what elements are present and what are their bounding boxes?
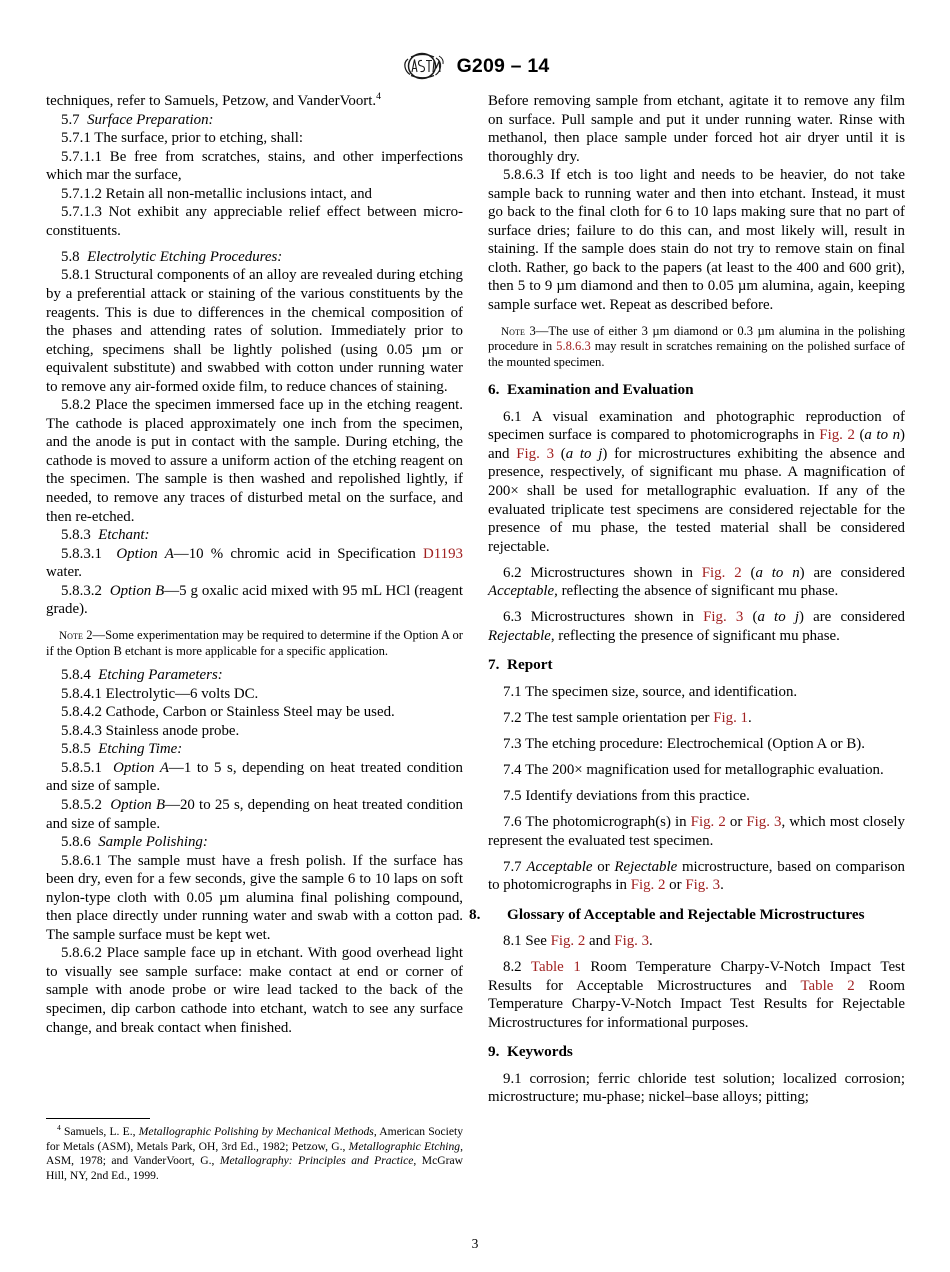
- clause-5-8-3-title: Etchant:: [98, 527, 150, 544]
- footnote-4-text-a: Samuels, L. E.,: [60, 1125, 139, 1138]
- link-table-1[interactable]: Table 1: [530, 959, 581, 976]
- section-heading-6: [488, 381, 905, 400]
- clause-5-8-5: [46, 740, 463, 759]
- section-8-title: Glossary of Acceptable and Rejectable Microstructures: [507, 905, 865, 923]
- link-fig-3-e[interactable]: Fig. 3: [614, 933, 650, 949]
- clause-6-1-text-a: 6.1 A visual examination and photographic reproduction of specimen surface is compared to photomicrographs in: [488, 408, 905, 444]
- clause-7-7-acceptable: Acceptable: [526, 858, 593, 875]
- clause-5-8: [46, 248, 463, 267]
- clause-7-7-rejectable: Rejectable: [614, 858, 678, 875]
- clause-6-1-text-c: ) and: [488, 427, 905, 462]
- clause-5-7-1-1: 5.7.1.1 Be free from scratches, stains, and other imperfections which mar the surface,: [46, 148, 463, 184]
- clause-7-2-text-b: .: [747, 709, 752, 726]
- clause-7-7-text-d: or: [665, 877, 686, 894]
- paragraph-before-removing: Before removing sample from etchant, agitate it to remove any film on surface. Pull sample and put it under running water. Rinse with methanol, then place sample under forced hot air dryer until it is thoroughly dry.: [488, 93, 905, 165]
- link-fig-3-a[interactable]: Fig. 3: [516, 445, 555, 462]
- clause-7-7-number: 7.7: [503, 858, 527, 875]
- clause-7-7-text-c: microstructure, based on comparison to photomicrographs in: [488, 858, 905, 894]
- clause-5-8-6-1: 5.8.6.1 The sample must have a fresh polish. If the surface has been dry, even for a few seconds, give the sample 6 to 10 laps on soft nylon-type cloth with 0.05 µm alumina final polishing compound, then place directly under running water and swab with a cotton pad. The sample surface must be kept wet.: [46, 852, 463, 943]
- clause-6-3: [488, 608, 905, 645]
- footnote-4-text-d: , McGraw Hill, NY, 2nd Ed., 1999.: [46, 1154, 463, 1182]
- document-designation: G209 – 14: [456, 54, 550, 77]
- clause-6-2-text-a: 6.2 Microstructures shown in: [503, 564, 702, 581]
- page-header: [0, 0, 950, 86]
- clause-6-1-text-b: (: [854, 427, 865, 444]
- footnote-area: [46, 1118, 463, 1183]
- section-7-number: 7.: [488, 656, 500, 674]
- paragraph-techniques: [46, 92, 463, 111]
- clause-5-8-6-3: 5.8.6.3 If etch is too light and needs to be heavier, do not take sample back to running water and then into etchant. Instead, it must go back to the final cloth for 6 to 10 laps making sure that no part of surface dries; failure to do this can, and most likely will, result in staining. If the sample does stain do not try to remove stain on final cloth. Rather, go back to the papers (at least to the 400 and 600 grit), then 5 to 9 µm diamond and then to 0.05 µm alumina, again, keeping sample surface wet. Repeat as described before.: [488, 167, 905, 314]
- clause-5-8-6-title: Sample Polishing:: [98, 834, 208, 851]
- clause-5-8-5-1-text: —1 to 5 s, depending on heat treated condition and size of sample.: [46, 759, 463, 795]
- note-3: [488, 324, 905, 371]
- clause-7-6-text-c: , which most closely represent the evaluated test specimen.: [488, 813, 905, 849]
- note-3-text-a: 3—The use of either 3 µm diamond or 0.3 µm alumina in the polishing procedure in: [488, 323, 905, 354]
- clause-5-8-6-number: 5.8.6: [61, 834, 91, 851]
- footnote-4-title-2: Metallographic Etching: [348, 1139, 461, 1153]
- clause-5-8-6: [46, 833, 463, 852]
- note-2-text: 2—Some experimentation may be required to determine if the Option A or if the Option B etchant is more applicable for a specific application.: [46, 627, 463, 658]
- link-fig-3-d[interactable]: Fig. 3: [685, 877, 721, 894]
- clause-8-2-number: 8.2: [503, 959, 531, 976]
- two-column-body: [46, 92, 906, 1107]
- clause-5-8-5-1: [46, 759, 463, 796]
- clause-6-1-range-2: a to j: [565, 445, 603, 462]
- astm-logo-icon: [401, 51, 445, 81]
- clause-5-8-4-3: 5.8.4.3 Stainless anode probe.: [61, 722, 240, 739]
- clause-7-2-text-a: 7.2 The test sample orientation per: [503, 709, 714, 726]
- clause-7-7: [488, 858, 905, 895]
- footnote-divider: [46, 1118, 150, 1119]
- clause-5-8-number: 5.8: [61, 248, 80, 265]
- clause-5-8-1: 5.8.1 Structural components of an alloy are revealed during etching by a preferential attack or staining of the various constituents by the reagents. This is due to differences in the chemical composition of the phases and attending rates of solution. Immediately prior to etching, specimens shall be lightly polished (using 0.05 µm or equivalent substitute) and swabbed with cotton under running water to remove any air-formed oxide film, to reduce chances of staining.: [46, 267, 463, 395]
- clause-5-8-5-1-number: 5.8.5.1: [61, 759, 102, 776]
- link-fig-2-e[interactable]: Fig. 2: [550, 933, 586, 949]
- clause-5-7-title: Surface Preparation:: [87, 111, 214, 128]
- clause-7-6-text-b: or: [725, 813, 747, 830]
- clause-5-8-3-number: 5.8.3: [61, 527, 91, 544]
- footnote-marker-4: 4: [376, 91, 382, 103]
- clause-7-5: 7.5 Identify deviations from this practice.: [503, 787, 750, 804]
- clause-8-1-text-c: .: [649, 933, 653, 949]
- clause-6-2: [488, 564, 905, 601]
- footnote-4-title-3: Metallography: Principles and Practice: [219, 1154, 414, 1168]
- section-heading-9: [488, 1043, 905, 1062]
- footnote-4: [46, 1125, 463, 1183]
- footnote-4-title-1: Metallographic Polishing by Mechanical Methods: [138, 1125, 374, 1138]
- clause-5-8-5-2-text: —20 to 25 s, depending on heat treated condition and size of sample.: [46, 797, 463, 832]
- clause-5-8-4: [46, 666, 463, 685]
- clause-7-6-text-a: 7.6 The photomicrograph(s) in: [503, 813, 691, 830]
- section-7-title: Report: [507, 656, 553, 674]
- clause-5-8-3-1-option: Option A: [116, 545, 174, 562]
- clause-5-8-6-2: 5.8.6.2 Place sample face up in etchant. With good overhead light to visually see sample surface: make contact at end or corner of sample with anode probe or wire lead tacked to the back of the specimen, dip carbon cathode into etchant, watch to see any surface change, and break contact when finished.: [46, 945, 463, 1036]
- section-9-title: Keywords: [507, 1043, 573, 1061]
- clause-6-1-text-e: ) for microstructures exhibiting the absence and presence, respectively, of significant mu phase. A magnification of 200× shall be used for metallographic evaluation. If any of the evaluated triplicate test specimens are considered rejectable for the presence of mu phase, the tested material shall be considered rejectable.: [488, 445, 905, 555]
- clause-6-3-text-d: , reflecting the presence of significant mu phase.: [550, 627, 840, 644]
- clause-5-8-4-1: 5.8.4.1 Electrolytic—6 volts DC.: [61, 685, 259, 702]
- link-fig-2-d[interactable]: Fig. 2: [630, 877, 666, 894]
- clause-8-1-text-b: and: [585, 933, 615, 949]
- clause-5-8-5-title: Etching Time:: [98, 741, 183, 758]
- clause-5-8-3-2-text: —5 g oxalic acid mixed with 95 mL HCl (reagent grade).: [46, 582, 463, 618]
- clause-8-2: [488, 958, 905, 1032]
- note-3-label: Note: [501, 325, 526, 338]
- clause-6-1-range-1: a to n: [864, 427, 901, 444]
- link-fig-1[interactable]: Fig. 1: [713, 709, 748, 726]
- link-fig-2-a[interactable]: Fig. 2: [819, 427, 855, 444]
- clause-5-8-5-1-option: Option A: [113, 759, 169, 776]
- clause-6-2-range: a to n: [755, 564, 800, 581]
- clause-5-7-1-2: 5.7.1.2 Retain all non-metallic inclusions intact, and: [61, 185, 372, 202]
- clause-5-7-number: 5.7: [61, 111, 80, 128]
- right-column: [469, 92, 906, 1107]
- note-2-label: Note: [59, 629, 84, 642]
- clause-7-7-text-b: or: [592, 858, 615, 875]
- clause-5-8-5-2: [46, 796, 463, 833]
- link-spec-d1193[interactable]: D1193: [423, 545, 463, 562]
- section-9-number: 9.: [488, 1043, 500, 1061]
- link-fig-2-c[interactable]: Fig. 2: [690, 813, 726, 830]
- section-6-number: 6.: [488, 381, 500, 399]
- clause-6-3-range: a to j: [757, 609, 799, 626]
- clause-5-7-1: 5.7.1 The surface, prior to etching, shall:: [61, 130, 304, 147]
- clause-5-8-4-2: 5.8.4.2 Cathode, Carbon or Stainless Steel may be used.: [61, 704, 395, 721]
- clause-8-2-text-b: Room Temperature Charpy-V-Notch Impact Test Results for Acceptable Microstructures and: [488, 959, 905, 994]
- clause-7-6: [488, 813, 905, 850]
- clause-6-1-text-d: (: [554, 445, 566, 462]
- clause-5-8-5-2-option: Option B: [110, 797, 166, 814]
- clause-8-1: [488, 932, 905, 951]
- link-fig-3-b[interactable]: Fig. 3: [703, 609, 744, 626]
- clause-5-8-2: 5.8.2 Place the specimen immersed face up in the etching reagent. The cathode is placed approximately one inch from the specimen, and the anode is put in contact with the sample. During etching, the cathode is moved to assure a uniform action of the etching reagent on the specimen. The sample is then washed and repolished lightly, if needed, to remove any traces of disturbed metal on the surface, and then re-etched.: [46, 397, 463, 525]
- left-column: [46, 92, 463, 1107]
- clause-6-3-text-c: ) are considered: [798, 609, 905, 626]
- clause-5-8-3-1-number: 5.8.3.1: [61, 545, 102, 562]
- clause-5-8-4-number: 5.8.4: [61, 667, 91, 684]
- link-fig-3-c[interactable]: Fig. 3: [746, 813, 782, 830]
- clause-7-7-text-e: .: [720, 877, 724, 894]
- page-number: 3: [471, 1236, 479, 1251]
- clause-7-2: [488, 709, 905, 728]
- section-heading-8: [469, 905, 905, 925]
- clause-5-8-3-2-option: Option B: [109, 582, 165, 599]
- clause-8-2-text-c: Room Temperature Charpy-V-Notch Impact Test Results for Rejectable Microstructures for informational purposes.: [488, 977, 905, 1031]
- footnote-4-text-b: , American Society for Metals (ASM), Metals Park, OH, 3rd Ed., 1982; Petzow, G.,: [46, 1125, 464, 1153]
- clause-5-8-5-2-number: 5.8.5.2: [61, 797, 102, 814]
- link-fig-2-b[interactable]: Fig. 2: [701, 564, 742, 581]
- clause-6-2-text-c: ) are considered: [799, 564, 905, 581]
- note-2: [46, 628, 463, 659]
- clause-6-1: [488, 408, 905, 556]
- clause-6-2-acceptable: Acceptable: [488, 583, 555, 600]
- clause-5-8-3-2-number: 5.8.3.2: [61, 582, 102, 599]
- link-table-2[interactable]: Table 2: [800, 977, 855, 994]
- clause-5-8-3-2: [46, 582, 463, 619]
- clause-5-8-5-number: 5.8.5: [61, 741, 91, 758]
- clause-5-8-title: Electrolytic Etching Procedures:: [87, 248, 283, 265]
- clause-6-3-text-a: 6.3 Microstructures shown in: [503, 609, 704, 626]
- clause-5-8-4-title: Etching Parameters:: [98, 667, 223, 684]
- clause-6-3-rejectable: Rejectable: [488, 627, 551, 644]
- section-6-title: Examination and Evaluation: [507, 381, 694, 399]
- clause-7-4: 7.4 The 200× magnification used for metallographic evaluation.: [503, 761, 884, 778]
- link-clause-5-8-6-3[interactable]: 5.8.6.3: [556, 339, 591, 354]
- clause-5-8-3-1-text-b: water.: [46, 564, 82, 581]
- clause-8-1-text-a: 8.1 See: [503, 933, 551, 949]
- clause-6-2-text-d: , reflecting the absence of significant mu phase.: [554, 583, 839, 600]
- clause-7-1: 7.1 The specimen size, source, and identification.: [503, 683, 798, 700]
- clause-6-3-text-b: (: [743, 609, 758, 626]
- clause-6-2-text-b: (: [741, 564, 756, 581]
- clause-5-8-3: [46, 526, 463, 545]
- clause-5-7: [46, 111, 463, 130]
- paragraph-techniques-text: techniques, refer to Samuels, Petzow, and VanderVoort.: [46, 93, 377, 109]
- clause-5-8-3-1: [46, 545, 463, 582]
- clause-9-1: 9.1 corrosion; ferric chloride test solution; localized corrosion; microstructure; mu-phase; nickel–base alloys; pitting;: [488, 1070, 905, 1106]
- section-heading-7: [488, 656, 905, 675]
- footnote-4-marker: 4: [57, 1123, 61, 1133]
- clause-7-3: 7.3 The etching procedure: Electrochemical (Option A or B).: [503, 735, 865, 752]
- clause-5-7-1-3: 5.7.1.3 Not exhibit any appreciable relief effect between micro-constituents.: [46, 204, 463, 239]
- footnote-4-text-c: , ASM, 1978; and VanderVoort, G.,: [46, 1139, 463, 1168]
- note-3-text-b: may result in scratches remaining on the polished surface of the mounted specimen.: [488, 339, 906, 369]
- clause-5-8-3-1-text-a: —10 % chromic acid in Specification: [173, 545, 416, 562]
- section-8-number: 8.: [469, 905, 481, 923]
